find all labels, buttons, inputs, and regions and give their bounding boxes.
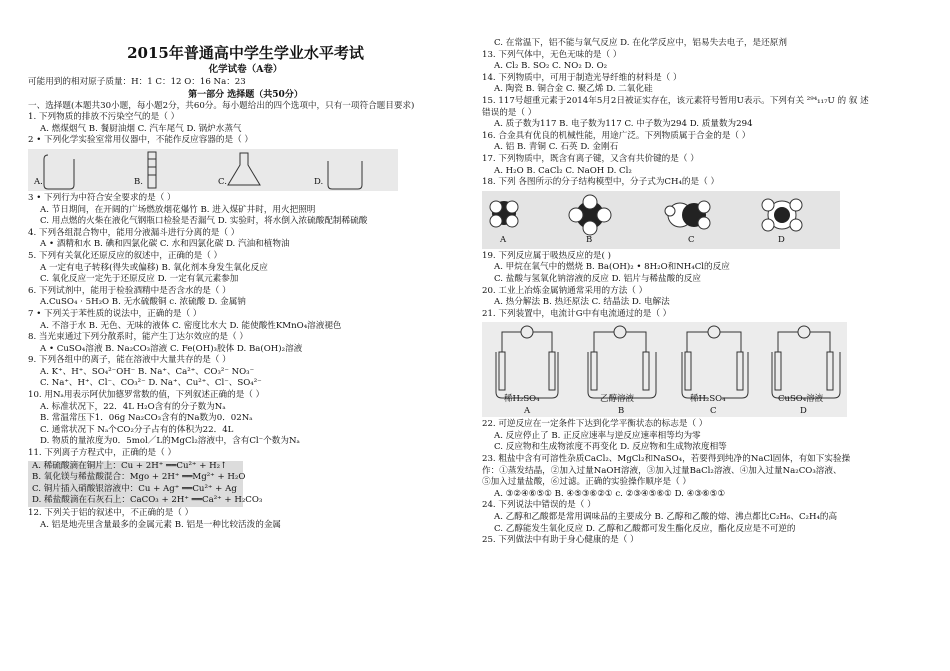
question-11-option-c: C. 铜片插入硝酸银溶液中：Cu + Ag⁺ ══Cu²⁺ + Ag	[32, 483, 237, 494]
question-10: 10. 用Nₐ用表示阿伏加德罗常数的值，下列叙述正确的是（ ）	[28, 390, 265, 401]
left-column	[28, 0, 463, 531]
question-17-options: A. H₂O B. CaCl₂ C. NaOH D. Cl₂	[494, 165, 632, 176]
question-13-options: A. Cl₂ B. SO₂ C. NO₂ D. O₂	[494, 61, 608, 72]
question-7-options: A. 不溶于水 B. 无色、无味的液体 C. 密度比水大 D. 能使酸性KMnO₄溶液褪色	[40, 320, 342, 331]
question-14-options: A. 陶瓷 B. 铜合金 C. 聚乙烯 D. 二氧化硅	[494, 84, 653, 95]
question-11-option-d: D. 稀盐酸滴在石灰石上：CaCO₃ + 2H⁺ ══Ca²⁺ + H₂CO₃	[32, 495, 263, 506]
question-25: 25. 下列做法中有助于身心健康的是（ ）	[482, 535, 639, 546]
part-one-heading: 第一部分 选择题（共50分）	[188, 89, 303, 100]
model-label-c: C	[688, 234, 695, 245]
question-9-options-ab: A. K⁺、H⁺、SO₄²⁻OH⁻ B. Na⁺、Ca²⁺、CO₃²⁻ NO₃⁻	[40, 366, 255, 377]
cell-label-d: D	[800, 406, 807, 417]
question-23: 23. 粗盐中含有可溶性杂质CaCl₂、MgCl₂和NaSO₄，若要得到纯净的NaCl固体，有如下实验操	[482, 454, 851, 465]
question-6: 6. 下列试剂中，能用于检验酒精中是否含水的是（ ）	[28, 285, 231, 296]
cell-label-c: C	[710, 406, 717, 417]
question-23-cont-1: 作：①蒸发结晶，②加入过量NaOH溶液，③加入过量BaCl₂溶液、④加入过量Na₂CO₃溶液、	[482, 465, 842, 476]
cell-d-solution: CuSO₄溶液	[778, 394, 824, 405]
question-15-cont: 错误的是（ ）	[482, 107, 537, 118]
question-22: 22. 可逆反应在一定条件下达到化学平衡状态的标志是（ ）	[482, 419, 708, 430]
question-5-options-ab: A 一定有电子转移(得失或偏移) B. 氧化剂本身发生氧化反应	[40, 262, 268, 273]
question-14: 14. 下列物质中，可用于制造光导纤维的材料是（ ）	[482, 72, 682, 83]
model-label-a: A	[500, 234, 507, 245]
question-17: 17. 下列物质中，既含有离子键，又含有共价键的是（ ）	[482, 153, 699, 164]
question-19-options-ab: A. 甲烷在氧气中的燃烧 B. Ba(OH)₂ • 8H₂O和NH₄Cl的反应	[494, 262, 730, 273]
question-18: 18. 下列 各图所示的分子结构模型中，分子式为CH₄的是（ ）	[482, 177, 720, 188]
question-9: 9. 下列各组中的离子，能在溶液中大量共存的是（ ）	[28, 355, 231, 366]
question-24-options-cd: C. 乙醇能发生氧化反应 D. 乙醇和乙酸都可发生酯化反应，酯化反应是不可逆的	[494, 523, 796, 534]
question-3-options-ab: A. 节日期间，在开阔的广场燃放烟花爆竹 B. 进入煤矿井时，用火把照明	[40, 204, 316, 215]
cell-label-b: B	[618, 406, 625, 417]
lab-apparatus-figure	[28, 149, 398, 191]
question-10-option-c: C. 通常状况下 Nₐ个CO₂分子占有的体积为22．4L	[40, 424, 234, 435]
question-20-options: A. 热分解法 B. 热还原法 C. 结晶法 D. 电解法	[494, 297, 670, 308]
question-7: 7 • 下列关于苯性质的说法中，正确的是（ ）	[28, 308, 202, 319]
exam-title: 2015年普通高中学生学业水平考试	[127, 44, 364, 62]
question-21: 21. 下列装置中，电流计G中有电流通过的是（ ）	[482, 308, 672, 319]
question-19-options-cd: C. 盐酸与氢氧化钠溶液的反应 D. 铝片与稀盐酸的反应	[494, 273, 701, 284]
question-22-options-ab: A. 反应停止了 B. 正反应速率与逆反应速率相等均为零	[494, 430, 701, 441]
exam-subtitle: 化学试卷（A卷）	[208, 64, 283, 75]
apparatus-label-b: B.	[134, 176, 143, 187]
question-10-option-d: D. 物质的量浓度为0．5mol／L的MgCl₂溶液中，含有Cl⁻个数为Nₐ	[40, 436, 300, 447]
atomic-masses: 可能用到的相对原子质量：H：1 C：12 O：16 Na：23	[28, 77, 246, 87]
question-11: 11. 下列离子方程式中，正确的是（ ）	[28, 448, 177, 459]
model-label-d: D	[778, 234, 785, 245]
question-1-options: A. 燃煤烟气 B. 餐厨油烟 C. 汽车尾气 D. 锅炉水蒸气	[40, 123, 242, 134]
question-19: 19. 下列反应属于吸热反应的是( )	[482, 250, 611, 261]
molecule-models-drawing	[482, 191, 840, 249]
question-22-options-cd: C. 反应物和生成物浓度不再变化 D. 反应物和生成物浓度相等	[494, 442, 727, 453]
question-20: 20. 工业上冶炼金属钠通常采用的方法（ ）	[482, 285, 648, 296]
apparatus-drawing	[28, 149, 398, 191]
question-24-options-ab: A. 乙醇和乙酸都是常用调味品的主要成分 B. 乙醇和乙酸的熔、沸点都比C₂H₆、C₂H₄的高	[494, 512, 838, 523]
molecule-models-figure	[482, 191, 840, 249]
equation-options-box	[28, 460, 263, 507]
question-3-options-cd: C. 用点燃的火柴在液化气钢瓶口检验是否漏气 D. 实验时，将水倒入浓硫酸配制稀硫酸	[40, 216, 368, 227]
question-23-options: A. ③②④⑥⑤① B. ④⑤③⑥②① c. ②③④⑤⑥① D. ④③⑥⑤①	[494, 488, 726, 499]
question-8-options: A • CuSO₄溶液 B. Na₂CO₃溶液 C. Fe(OH)₃胶体 D. Ba(OH)₂溶液	[40, 343, 303, 354]
question-10-option-a: A. 标准状况下，22．4L H₂O含有的分子数为Nₐ	[40, 401, 226, 412]
question-9-options-cd: C. Na⁺、H⁺、Cl⁻、CO₃²⁻ D. Na⁺、Cu²⁺、Cl⁻、SO₄²⁻	[40, 378, 262, 389]
question-11-option-a: A. 稀硫酸滴在铜片上：Cu + 2H⁺ ══Cu²⁺ + H₂↑	[32, 460, 228, 471]
galvanic-cells-figure	[482, 322, 847, 417]
question-6-options: A.CuSO₄ · 5H₂O B. 无水硫酸铜 c. 浓硫酸 D. 金属钠	[40, 297, 246, 308]
cell-a-solution: 稀H₂SO₄	[504, 394, 540, 405]
apparatus-label-a: A.	[34, 176, 43, 187]
instructions: 一、选择题(本题共30小题，每小题2分，共60分。每小题给出的四个选项中，只有一项符合题目要求)	[28, 100, 415, 111]
question-13: 13. 下列气体中，无色无味的是（ ）	[482, 49, 622, 60]
question-16: 16. 合金具有优良的机械性能，用途广泛。下列物质属于合金的是（ ）	[482, 130, 751, 141]
question-12: 12. 下列关于铝的叙述中，不正确的是（ ）	[28, 508, 194, 518]
question-23-cont-2: ⑤加入过量盐酸，⑥过滤。正确的实验操作顺序是（ ）	[482, 477, 691, 488]
question-16-options: A. 铝 B. 青铜 C. 石英 D. 金刚石	[494, 142, 619, 153]
question-15: 15. 117号超重元素于2014年5月2日被证实存在，该元素符号暂用U表示。下列有关 ²⁹⁴₁₁₇U 的 叙 述	[482, 95, 869, 106]
cell-c-solution: 稀H₂SO₄	[690, 394, 726, 405]
question-10-option-b: B. 常温常压下1．06g Na₂CO₃含有的Na数为0．02Nₐ	[40, 413, 253, 424]
cell-b-solution: 乙醇溶液	[600, 394, 635, 405]
question-5: 5. 下列有关氧化还原反应的叙述中，正确的是（ ）	[28, 250, 223, 261]
question-2: 2 • 下列化学实验室常用仪器中，不能作反应容器的是（ ）	[28, 135, 253, 146]
apparatus-label-c: C.	[218, 176, 227, 187]
question-5-options-cd: C. 氧化反应一定先于还原反应 D. 一定有氧元素参加	[40, 274, 239, 285]
question-12-options-ab: A. 铝是地壳里含量最多的金属元素 B. 铝是一种比较活泼的金属	[40, 519, 282, 530]
apparatus-label-d: D.	[314, 176, 324, 187]
question-3: 3 • 下列行为中符合安全要求的是（ ）	[28, 192, 176, 203]
question-8: 8. 当光束通过下列分散系时，能产生丁达尔效应的是（ ）	[28, 332, 248, 343]
right-column	[482, 38, 930, 547]
question-15-options: A. 质子数为117 B. 电子数为117 C. 中子数为294 D. 质量数为294	[494, 119, 753, 130]
cell-label-a: A	[524, 406, 531, 417]
question-4: 4. 下列各组混合物中，能用分液漏斗进行分离的是（ ）	[28, 227, 240, 238]
model-label-b: B	[586, 234, 593, 245]
question-24: 24. 下列说法中错误的是（ ）	[482, 500, 596, 511]
question-4-options: A • 酒精和水 B. 碘和四氯化碳 C. 水和四氯化碳 D. 汽油和植物油	[40, 239, 290, 250]
question-1: 1. 下列物质的排放不污染空气的是（ ）	[28, 112, 180, 123]
question-11-option-b: B. 氧化镁与稀盐酸混合：Mgo + 2H⁺ ══Mg²⁺ + H₂O	[32, 472, 246, 483]
question-12-options-cd: C. 在常温下，铝不能与氧气反应 D. 在化学反应中，铝易失去电子，是还原剂	[494, 38, 787, 48]
